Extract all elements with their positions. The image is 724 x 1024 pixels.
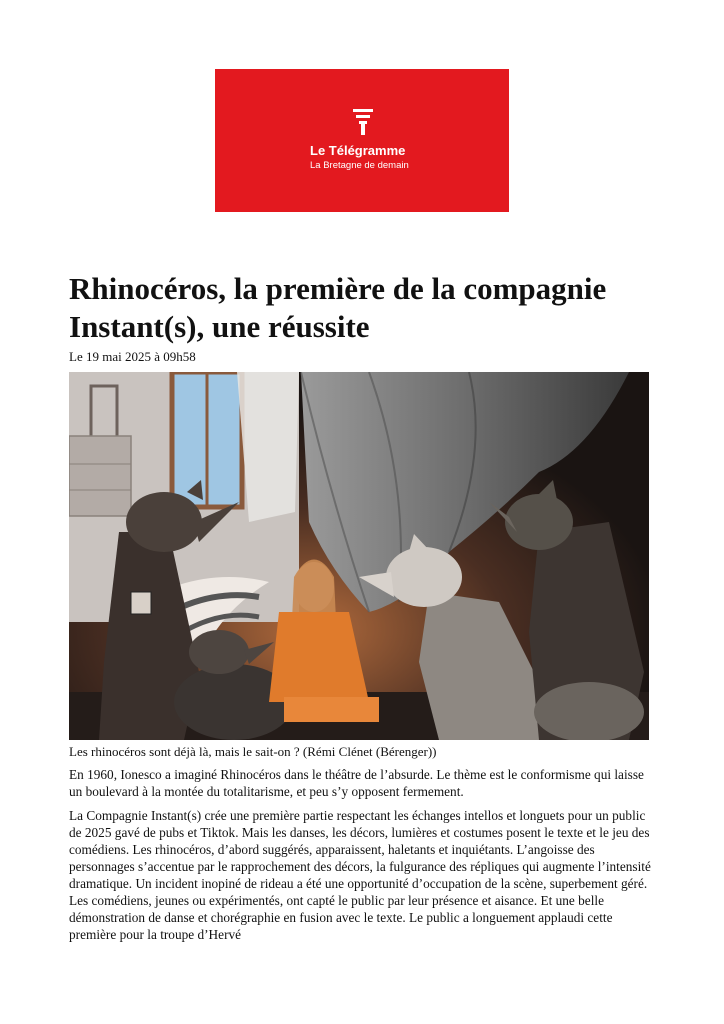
article-date: Le 19 mai 2025 à 09h58 (69, 349, 196, 364)
masthead-logo[interactable] (215, 69, 509, 212)
article-photo (69, 372, 649, 740)
photo-caption: Les rhinocéros sont déjà là, mais le sait-on ? (Rémi Clénet (Bérenger)) (69, 744, 437, 759)
masthead-name: Le Télégramme (310, 143, 406, 158)
telegramme-logo-icon (353, 109, 373, 135)
stage-scene-illustration (69, 372, 649, 740)
masthead-tagline: La Bretagne de demain (310, 160, 409, 171)
article-paragraph: En 1960, Ionesco a imaginé Rhinocéros dans le théâtre de l’absurde. Le thème est le conformisme qui laisse un boulevard à la montée du totalitarisme, et peu s’y opposent fermement. (69, 767, 644, 799)
article-title: Rhinocéros, la première de la compagnie Instant(s), une réussite (69, 271, 607, 344)
article-paragraph: La Compagnie Instant(s) crée une première partie respectant les échanges intellos et longuets pour un public de 2025 gavé de pubs et Tiktok. Mais les danses, les décors, lumières et costumes posent le texte et le jeu des comédiens. Les rhinocéros, d’abord suggérés, apparaissent, haletants et inquiétants. L’angoisse des personnages s’accentue par le rapprochement des décors, la fulgurance des répliques qui augmente l’intensité dramatique. Un incident inopiné de rideau a été une opportunité d’occupation de la scène, superbement géré. Les comédiens, jeunes ou expérimentés, ont capté le public par leur présence et aisance. Et une belle démonstration de danse et chorégraphie en fusion avec le texte. Le public a longuement applaudi cette première pour la troupe d’Hervé (69, 808, 651, 942)
